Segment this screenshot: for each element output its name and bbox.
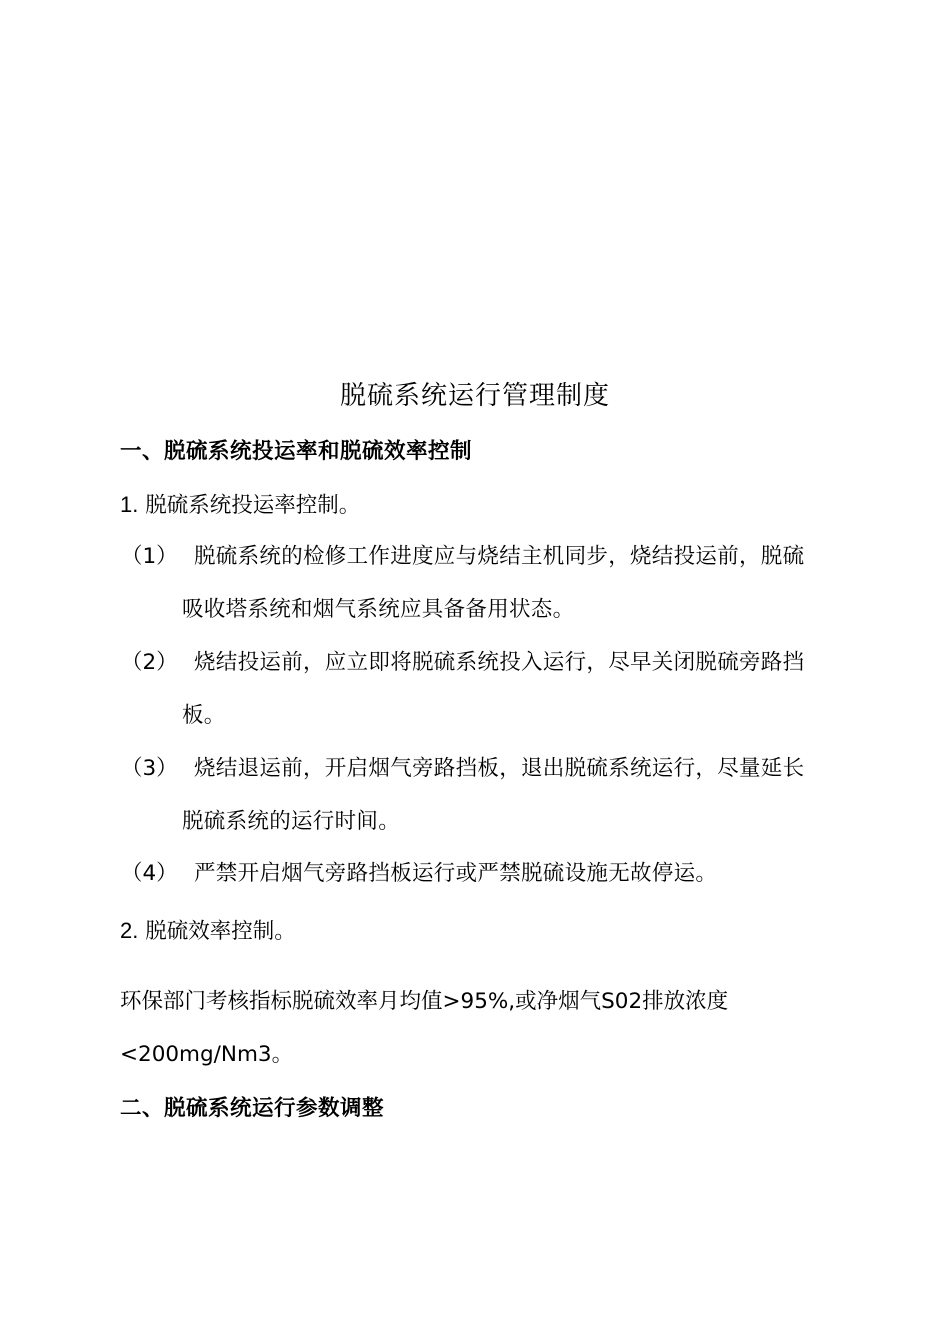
sub-item-4-marker: （4） — [121, 861, 178, 886]
section-heading-1: 一、脱硫系统投运率和脱硫效率控制 — [120, 439, 473, 464]
sub-item-1-line-2: 吸收塔系统和烟气系统应具备备用状态。 — [182, 597, 575, 622]
page-title: 脱硫系统运行管理制度 — [339, 381, 610, 411]
sub-item-3-line-1: 烧结退运前，开启烟气旁路挡板，退出脱硫系统运行，尽量延长 — [194, 756, 805, 781]
sub-item-4-line-1: 严禁开启烟气旁路挡板运行或严禁脱硫设施无故停运。 — [194, 861, 718, 886]
list-item-number: 2. — [120, 918, 139, 943]
list-item-number: 1. — [120, 492, 139, 517]
sub-item-1-line-1: 脱硫系统的检修工作进度应与烧结主机同步，烧结投运前，脱硫 — [194, 544, 805, 569]
section-heading-2: 二、脱硫系统运行参数调整 — [120, 1096, 385, 1121]
sub-item-2-marker: （2） — [121, 650, 178, 675]
sub-item-3-marker: （3） — [121, 756, 178, 781]
list-item-2 — [120, 916, 296, 947]
sub-item-2-line-1: 烧结投运前，应立即将脱硫系统投入运行，尽早关闭脱硫旁路挡 — [194, 650, 805, 675]
list-item-text: 脱硫系统投运率控制。 — [145, 493, 361, 518]
sub-item-3-line-2: 脱硫系统的运行时间。 — [182, 809, 401, 834]
paragraph-line-1: 环保部门考核指标脱硫效率月均值>95%,或净烟气S02排放浓度 — [120, 989, 729, 1014]
sub-item-2-line-2: 板。 — [182, 703, 226, 728]
paragraph-line-2: <200mg/Nm3。 — [120, 1042, 294, 1067]
sub-item-1-marker: （1） — [121, 544, 178, 569]
list-item-1 — [120, 490, 360, 521]
list-item-text: 脱硫效率控制。 — [145, 919, 296, 944]
